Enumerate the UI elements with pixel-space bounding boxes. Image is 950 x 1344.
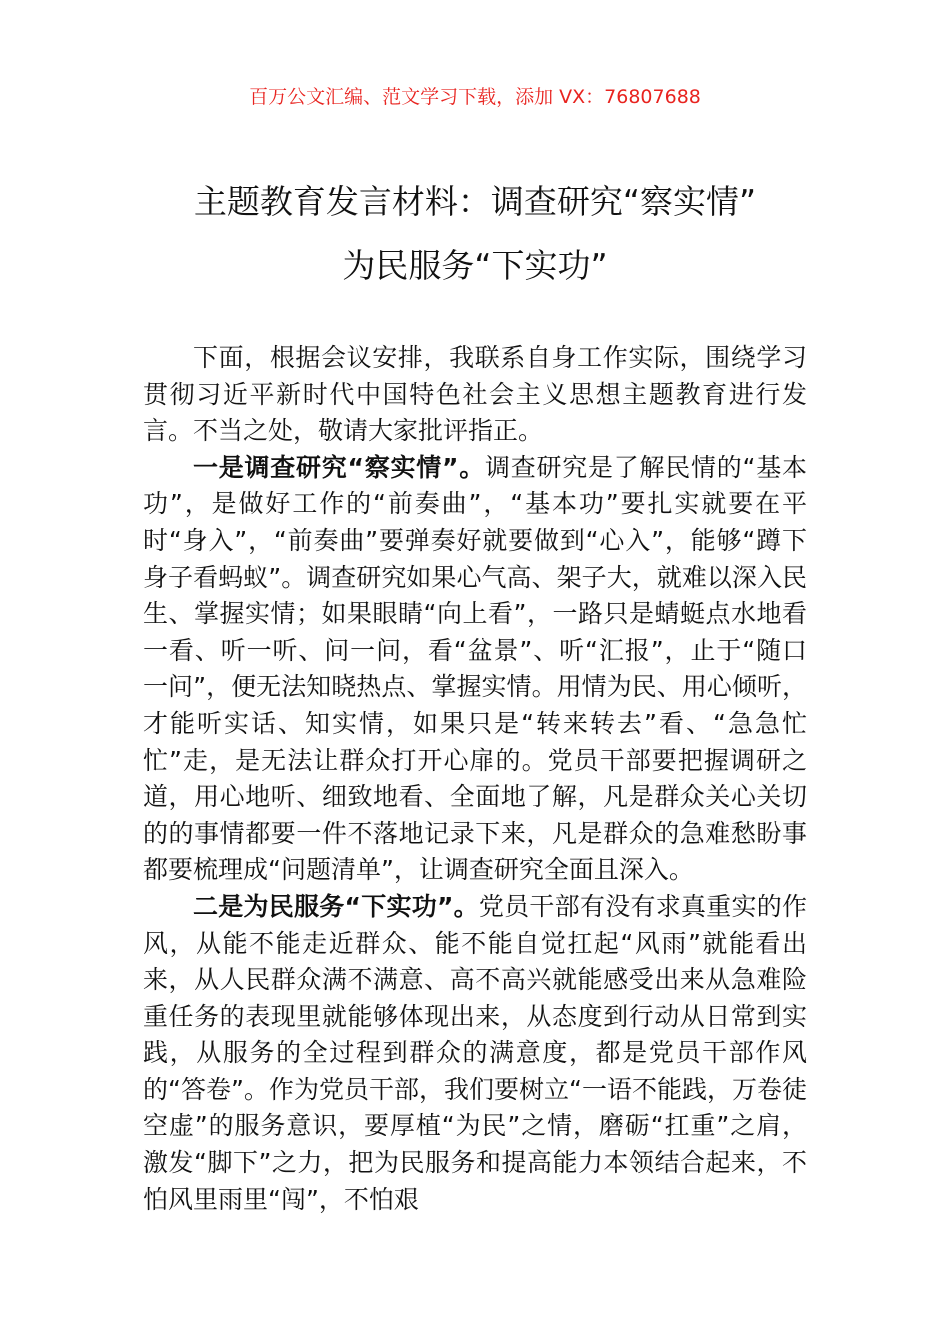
paragraph-investigation xyxy=(143,450,807,889)
paragraph-intro xyxy=(143,340,807,450)
paragraph-text: 调查研究是了解民情的“基本功”，是做好工作的“前奏曲”，“基本功”要扎实就要在平时“身入”，“前奏曲”要弹奏好就要做到“心入”，能够“蹲下身子看蚂蚁”。调查研究如果心气高、架子大，就难以深入民生、掌握实情；如果眼睛“向上看”，一路只是蜻蜓点水地看一看、听一听、问一问，看“盆景”、听“汇报”，止于“随口一问”，便无法知晓热点、掌握实情。用情为民、用心倾听，才能听实话、知实情，如果只是“转来转去”看、“急急忙忙”走，是无法让群众打开心扉的。党员干部要把握调研之道，用心地听、细致地看、全面地了解，凡是群众关心关切的的事情都要一件不落地记录下来，凡是群众的急难愁盼事都要梳理成“问题清单”，让调查研究全面且深入。 xyxy=(143,452,807,885)
paragraph-service xyxy=(143,889,807,1218)
paragraph-text: 党员干部有没有求真重实的作风，从能不能走近群众、能不能自觉扛起“风雨”就能看出来，从人民群众满不满意、高不高兴就能感受出来从急难险重任务的表现里就能够体现出来，从态度到行动从日常到实践，从服务的全过程到群众的满意度，都是党员干部作风的“答卷”。作为党员干部，我们要树立“一语不能践，万卷徒空虚”的服务意识，要厚植“为民”之情，磨砺“扛重”之肩，激发“脚下”之力，把为民服务和提高能力本领结合起来，不怕风里雨里“闯”，不怕艰 xyxy=(143,891,807,1214)
header-download-note: 百万公文汇编、范文学习下载，添加 VX：76807688 xyxy=(249,86,701,108)
document-title-line-2: 为民服务“下实功” xyxy=(342,246,608,285)
document-body xyxy=(143,340,807,1218)
paragraph-lead-heading: 一是调查研究“察实情”。 xyxy=(193,452,485,482)
paragraph-lead-heading: 二是为民服务“下实功”。 xyxy=(193,891,479,921)
document-title-line-1: 主题教育发言材料：调查研究“察实情” xyxy=(193,182,757,221)
paragraph-text: 下面，根据会议安排，我联系自身工作实际，围绕学习贯彻习近平新时代中国特色社会主义思想主题教育进行发言。不当之处，敬请大家批评指正。 xyxy=(143,343,807,446)
